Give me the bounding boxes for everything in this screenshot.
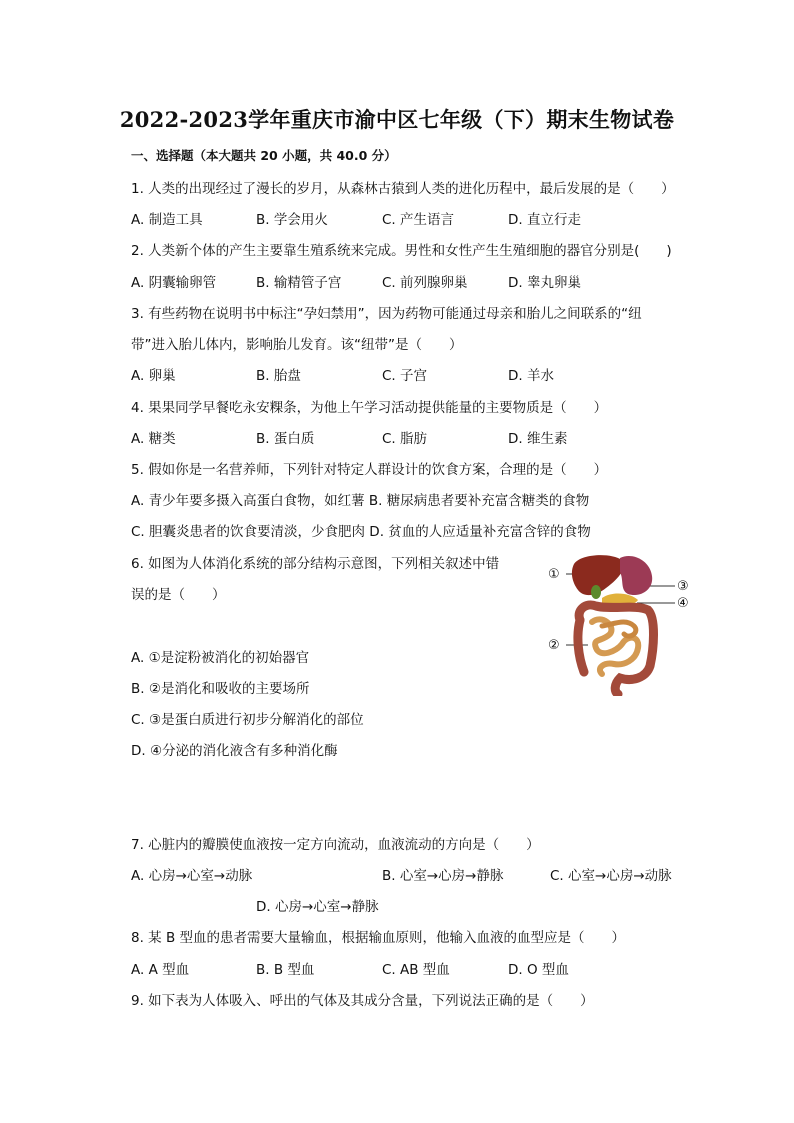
question-6-option-c: C. ③是蛋白质进行初步分解消化的部位 bbox=[131, 712, 364, 728]
question-8-option-c: C. AB 型血 bbox=[382, 962, 450, 978]
question-9-stem: 9. 如下表为人体吸入、呼出的气体及其成分含量，下列说法正确的是（ ） bbox=[131, 993, 594, 1009]
question-2-option-b: B. 输精管子宫 bbox=[256, 275, 342, 291]
question-1-stem: 1. 人类的出现经过了漫长的岁月，从森林古猿到人类的进化历程中，最后发展的是（ ） bbox=[131, 181, 675, 197]
question-8-option-d: D. O 型血 bbox=[508, 962, 569, 978]
question-2-stem: 2. 人类新个体的产生主要靠生殖系统来完成。男性和女性产生生殖细胞的器官分别是( ) bbox=[131, 243, 672, 259]
question-2-option-c: C. 前列腺卵巢 bbox=[382, 275, 468, 291]
question-7-option-c: C. 心室→心房→动脉 bbox=[550, 868, 672, 884]
question-2-option-d: D. 睾丸卵巢 bbox=[508, 275, 581, 291]
question-8-option-b: B. B 型血 bbox=[256, 962, 315, 978]
question-3-option-d: D. 羊水 bbox=[508, 368, 554, 384]
question-6-stem-line2: 误的是（ ） bbox=[131, 587, 226, 603]
question-3-option-b: B. 胎盘 bbox=[256, 368, 301, 384]
question-3-option-a: A. 卵巢 bbox=[131, 368, 176, 384]
digestive-system-figure bbox=[540, 548, 700, 696]
question-5-options-ab: A. 青少年要多摄入高蛋白食物，如红薯 B. 糖尿病患者要补充富含糖类的食物 bbox=[131, 493, 590, 509]
question-1-option-d: D. 直立行走 bbox=[508, 212, 581, 228]
figure-label-4: ④ bbox=[677, 596, 689, 611]
question-7-stem: 7. 心脏内的瓣膜使血液按一定方向流动，血液流动的方向是（ ） bbox=[131, 837, 540, 853]
question-1-option-c: C. 产生语言 bbox=[382, 212, 455, 228]
question-3-stem-line1: 3. 有些药物在说明书中标注“孕妇禁用”，因为药物可能通过母亲和胎儿之间联系的“纽 bbox=[131, 306, 642, 322]
question-4-stem: 4. 果果同学早餐吃永安粿条，为他上午学习活动提供能量的主要物质是（ ） bbox=[131, 400, 608, 416]
section-heading: 一、选择题（本大题共 20 小题，共 40.0 分） bbox=[131, 148, 397, 163]
question-1-option-b: B. 学会用火 bbox=[256, 212, 328, 228]
question-8-option-a: A. A 型血 bbox=[131, 962, 190, 978]
question-7-option-d: D. 心房→心室→静脉 bbox=[256, 899, 379, 915]
stomach-shape bbox=[620, 556, 652, 595]
question-6-option-d: D. ④分泌的消化液含有多种消化酶 bbox=[131, 743, 338, 759]
question-7-option-a: A. 心房→心室→动脉 bbox=[131, 868, 253, 884]
question-7-option-b: B. 心室→心房→静脉 bbox=[382, 868, 504, 884]
question-6-option-a: A. ①是淀粉被消化的初始器官 bbox=[131, 650, 310, 666]
ascending-colon-shape bbox=[578, 620, 584, 672]
question-4-option-d: D. 维生素 bbox=[508, 431, 568, 447]
question-1-option-a: A. 制造工具 bbox=[131, 212, 203, 228]
question-6-stem-line1: 6. 如图为人体消化系统的部分结构示意图，下列相关叙述中错 bbox=[131, 556, 500, 572]
question-8-stem: 8. 某 B 型血的患者需要大量输血，根据输血原则，他输入血液的血型应是（ ） bbox=[131, 930, 626, 946]
figure-label-3: ③ bbox=[677, 579, 689, 594]
figure-label-2: ② bbox=[548, 638, 560, 653]
question-3-option-c: C. 子宫 bbox=[382, 368, 428, 384]
question-3-stem-line2: 带”进入胎儿体内，影响胎儿发育。该“纽带”是（ ） bbox=[131, 337, 463, 353]
question-4-option-b: B. 蛋白质 bbox=[256, 431, 315, 447]
question-4-option-c: C. 脂肪 bbox=[382, 431, 428, 447]
page-title: 2022-2023学年重庆市渝中区七年级（下）期末生物试卷 bbox=[119, 107, 675, 132]
question-4-option-a: A. 糖类 bbox=[131, 431, 176, 447]
question-5-stem: 5. 假如你是一名营养师，下列针对特定人群设计的饮食方案，合理的是（ ） bbox=[131, 462, 608, 478]
gallbladder-shape bbox=[591, 585, 601, 599]
question-5-options-cd: C. 胆囊炎患者的饮食要清淡，少食肥肉 D. 贫血的人应适量补充富含锌的食物 bbox=[131, 524, 591, 540]
question-6-option-b: B. ②是消化和吸收的主要场所 bbox=[131, 681, 310, 697]
small-intestine-shape bbox=[592, 619, 638, 674]
figure-label-1: ① bbox=[548, 567, 560, 582]
question-2-option-a: A. 阴囊输卵管 bbox=[131, 275, 217, 291]
